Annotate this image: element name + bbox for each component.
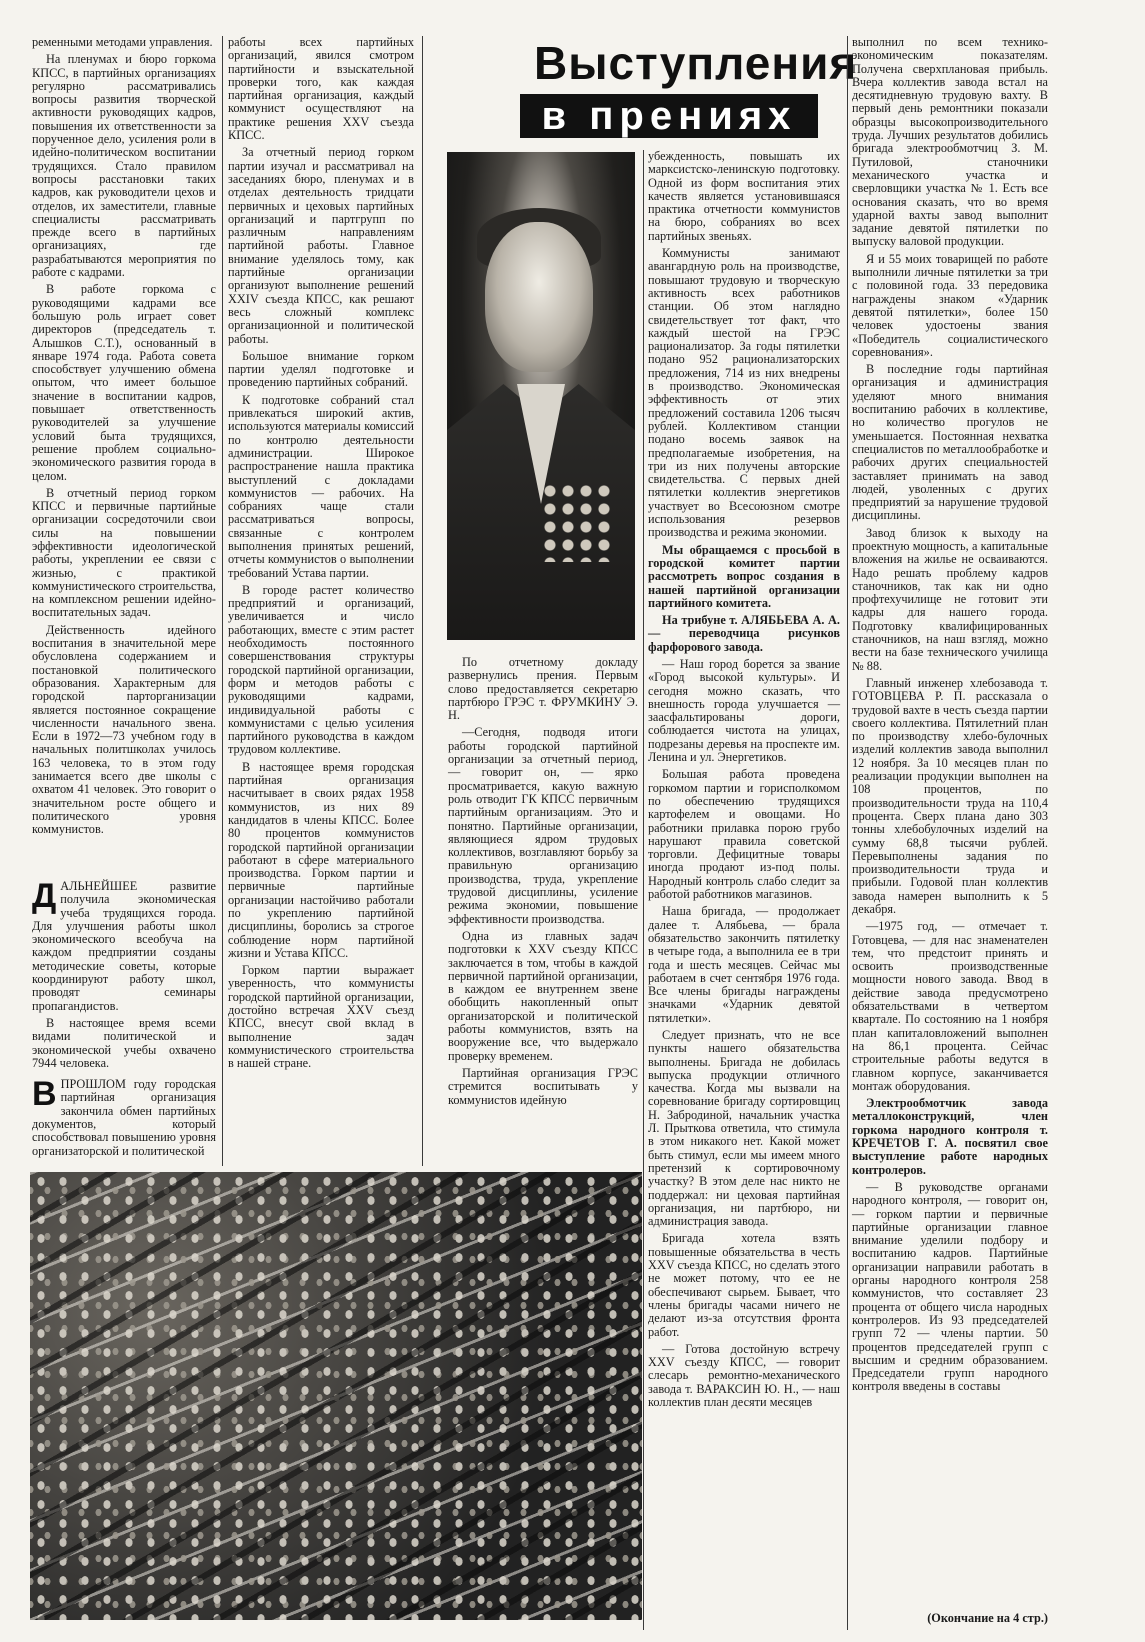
column-rule xyxy=(847,36,848,1630)
paragraph: Партийная организация ГРЭС стремится воспитывать у коммунистов идейную xyxy=(448,1065,638,1107)
paragraph: На трибуне т. АЛЯБЬЕВА А. А. — переводчица рисунков фарфорового завода. xyxy=(648,613,840,654)
drop-cap: Д xyxy=(32,877,57,915)
paragraph: На пленумах и бюро горкома КПСС, в партийных организациях регулярно рассматривались вопросы развития творческой активности руководящих кадров, повышения их ответственности за порученное дело, усиления роли в идейно-политическом воспитании трудящихся. Стало правилом вопросы расстановки таких кадров, как руководители цехов и отделов, их заместители, главные специалисты рассматривать прежде всего в партийных организациях, где разрабатываются мероприятия по работе с кадрами. xyxy=(32,52,216,280)
paragraph: —Сегодня, подводя итоги работы городской партийной организации за отчетный период, — говорит он, — ярко просматривается, какую важную роль отводит ГК КПСС первичным партийным организациям. Это и понятно. Партийные организации, являющиеся ядром трудовых коллективов, возглавляют борьбу за правильную организацию производства, труда, укрепление трудовой дисциплины, усиление режима экономии, повышение эффективности производства. xyxy=(448,725,638,926)
paragraph: — В руководстве органами народного контроля, — говорит он, — горком партии и первичные партийные организации главное внимание уделили подбору и воспитанию кадров. Партийные организации направили работать в органы народного контроля 258 коммунистов, что составляет 23 процента от общего числа народных контролеров. Из 93 председателей групп 72 — члены партии. 50 процентов председателей групп с высшим и средним образованием. Председатели групп народного контроля введены в составы xyxy=(852,1179,1048,1394)
column-2 xyxy=(228,36,414,1166)
photo-detail xyxy=(485,222,593,372)
headline xyxy=(520,36,858,140)
paragraph: Одна из главных задач подготовки к XXV съезду КПСС заключается в том, чтобы в каждой первичной партийной организации, в каждом ее внутреннем звене обобщить накопленный опыт организаторской и политической работы коммунистов, взять на вооружение все, что выдержало проверку временем. xyxy=(448,928,638,1063)
paragraph: —1975 год, — отмечает т. Готовцева, — для нас знаменателен тем, что предстоит принять и освоить производственные мощности нового завода. Ввод в действие завода предусмотрено обязательствами в четвертом квартале. По состоянию на 1 ноября план капиталовложений выполнен на 86,1 процента. Сейчас строительные работы ведутся в главном корпусе, заканчивается монтаж оборудования. xyxy=(852,919,1048,1093)
paragraph: Бригада хотела взять повышенные обязательства в честь XXV съезда КПСС, но сделать этого не может потому, что ее не обеспечивают сырьем. Бывает, что члены бригады часами ничего не делают из-за отсутствия фронта работ. xyxy=(648,1231,840,1339)
paragraph: Я и 55 моих товарищей по работе выполнили личные пятилетки за три с половиной года. 33 передовика награждены знаком «Ударник девятой пятилетки», более 150 человек удостоены звания «Победитель социалистического соревнования». xyxy=(852,251,1048,359)
paragraph: Завод близок к выходу на проектную мощность, а капитальные вложения на жилье не осваиваются. Надо решать проблему кадров станочников, так как ни одно профтехучилище не готовит эти кадры для нашего города. Подготовку квалифицированных станочников, на наш взгляд, можно вести на базе технического училища № 88. xyxy=(852,525,1048,673)
photo-detail xyxy=(541,482,611,562)
paragraph: В отчетный период горком КПСС и первичные партийные организации сосредоточили свои силы на повышении эффективности идеологической работы, укреплении ее связи с жизнью, с практикой коммунистического строительства, на комплексном решении идейно-воспитательных задач. xyxy=(32,485,216,620)
paragraph-dropcap xyxy=(32,1075,216,1158)
continuation-note: (Окончание на 4 стр.) xyxy=(927,1611,1048,1625)
column-4 xyxy=(648,150,840,1630)
paragraph: ременными методами управления. xyxy=(32,35,213,49)
paragraph: За отчетный период горком партии изучал и рассматривал на заседаниях бюро, пленумах и в отделах деятельность тридцати первичных и цеховых партийных организаций и партгрупп по различным направлениям партийной работы. Главное внимание уделялось тому, как партийные организации организуют выполнение решений XXIV съезда КПСС, как решают весь сложный комплекс организационной и политической работы. xyxy=(228,145,414,346)
paragraph-dropcap xyxy=(32,877,216,1013)
paragraph: Наша бригада, — продолжает далее т. Алябьева, — брала обязательство закончить пятилетку в четыре года, а выполнила ее в три года и шесть месяцев. Сейчас мы работаем в счет сентября 1976 года. Все члены бригады награждены значками «Ударник девятой пятилетки». xyxy=(648,904,840,1025)
column-1 xyxy=(32,35,216,837)
paragraph: Большое внимание горком партии уделял подготовке и проведению партийных собраний. xyxy=(228,348,414,390)
paragraph: Большая работа проведена горкомом партии и горисполкомом по обеспечению трудящихся картофелем и овощами. Но работники прилавка порою грубо нарушают правила советской торговли. Дефицитные товары иногда продают из-под полы. Народный контроль слабо следит за работой работников магазинов. xyxy=(648,767,840,902)
paragraph: К подготовке собраний стал привлекаться широкий актив, используются материалы комиссий по контролю деятельности администрации. Широкое распространение нашла практика выступлений с докладами коммунистов — рабочих. На собраниях чаще стали рассматриваться вопросы, связанные с контролем выполнения принятых решений, отчеты коммунистов о выполнении требований Устава партии. xyxy=(228,392,414,580)
column-3 xyxy=(448,656,638,1168)
column-rule xyxy=(643,150,644,1630)
paragraph: Главный инженер хлебозавода т. ГОТОВЦЕВА Р. П. рассказала о трудовой вахте в честь съезда партии своего коллектива. Пятилетний план по производству хлебо-булочных изделий коллектив завода выполнил 12 ноября. За 10 месяцев план по реализации продукции выполнен на 108 процентов, по производительности труда на 110,4 процента. Сверх плана дано 303 тонны хлебобулочных изделий на сумму 68,8 тысячи рублей. Перевыполнены задания по производительности труда и прибыли. Годовой план коллектив завода намерен выполнить к 5 декабря. xyxy=(852,675,1048,916)
column-rule xyxy=(422,36,423,1166)
column-1-lower xyxy=(32,877,216,1170)
paragraph: В городе растет количество предприятий и организаций, увеличивается и число работающих, вместе с этим растет необходимость постоянного совершенствования структуры городской партийной организации, форм и методов работы с руководящими кадрами, индивидуальной работы с коммунистами с целью усиления партийного руководства в каждом трудовом коллективе. xyxy=(228,582,414,757)
paragraph: Мы обращаемся с просьбой в городской комитет партии рассмотреть вопрос создания в нашей партийной организации партийного комитета. xyxy=(648,542,840,610)
headline-line-1: Выступления xyxy=(534,37,858,89)
speaker-portrait-photo xyxy=(447,152,635,640)
paragraph: работы всех партийных организаций, явился смотром партийности и взыскательной проверки того, как каждая партийная организация, каждый коммунист осуществляют на практике решения XXV съезда КПСС. xyxy=(228,35,414,143)
paragraph: Коммунисты занимают авангардную роль на производстве, повышают трудовую и творческую активность всех работников станции. Об этом наглядно свидетельствует тот факт, что каждый шестой на ГРЭС рационализатор. За годы пятилетки подано 952 рационализаторских предложения, 714 из них внедрены в производство. Экономическая эффективность от этих предложений составила 1206 тысяч рублей. Коллективом станции подано восемь заявок на предполагаемые изобретения, на три из них получены авторские свидетельства. С первых дней пятилетки коллектив энергетиков участвует во Всесоюзном смотре использования резервов производства и режима экономии. xyxy=(648,246,840,540)
drop-cap: В xyxy=(32,1075,57,1114)
paragraph: По отчетному докладу развернулись прения. Первым слово предоставляется секретарю партбюро ГРЭС т. ФРУМКИНУ Э. Н. xyxy=(448,655,638,723)
paragraph: Действенность идейного воспитания в значительной мере обусловлена содержанием и постановкой политического образования. Характерным для городской парторганизации является постоянное сокращение численности начального звена. Если в 1972—73 учебном году в начальных политшколах училось 163 человека, то в этом году занимается всего две школы с охватом 41 человек. Это говорит о значительном росте общего и политического уровня коммунистов. xyxy=(32,622,216,837)
paragraph: В последние годы партийная организация и администрация уделяют много внимания воспитанию рабочих в коллективе, но количество прогулов не уменьшается. Постоянная нехватка специалистов по металлообработке и рабочих других специальностей заставляет принимать на завод людей, уволенных с других предприятий за нарушение трудовой дисциплины. xyxy=(852,362,1048,523)
paragraph: — Готова достойную встречу XXV съезду КПСС, — говорит слесарь ремонтно-механического завода т. ВАРАКСИН Ю. Н., — наш коллектив план десяти месяцев xyxy=(648,1341,840,1410)
column-5 xyxy=(852,36,1048,1608)
paragraph: выполнил по всем технико-экономическим показателям. Получена сверхплановая прибыль. Вчера коллектив завода встал на десятидневную трудовую вахту. В первый день ремонтники показали образцы высокопроизводительного труда. Лучших результатов добились бригада электрообмотчиц З. М. Путиловой, станочники механического участка и сверловщики участка № 1. Есть все основания сказать, что во время ударной вахты завод выполнит задание девятой пятилетки по выпуску валовой продукции. xyxy=(852,35,1048,249)
column-rule xyxy=(222,36,223,1166)
paragraph: Горком партии выражает уверенность, что коммунисты городской партийной организации, достойно встречая XXV съезд КПСС, внесут свой вклад в выполнение задач коммунистического строительства в нашей стране. xyxy=(228,963,414,1071)
paragraph: В работе горкома с руководящими кадрами все большую роль играет совет директоров (председатель т. Алышков С.Т.), основанный в январе 1974 года. Работа совета способствует улучшению обмена опытом, что имеет большое значение в воспитании кадров, повышает ответственность руководителей за улучшение условий быта трудящихся, решение проблем социально-экономического развития города в целом. xyxy=(32,282,216,483)
paragraph: — Наш город борется за звание «Город высокой культуры». И сегодня можно сказать, что внешность города улучшается — заасфальтированы дороги, соблюдается чистота на улицах, подрезаны деревья на проспекте им. Ленина и ул. Энергетиков. xyxy=(648,656,840,765)
headline-line-2: в прениях xyxy=(520,94,818,138)
paragraph-text: АЛЬНЕЙШЕЕ развитие получила экономическая учеба трудящихся города. Для улучшения работы школ экономического всеобуча на каждом предприятии созданы методические советы, которые координируют работу школ, проводят семинары пропагандистов. xyxy=(32,879,216,1013)
paragraph-text: ПРОШЛОМ году городская партийная организация закончила обмен партийных документов, который способствовал повышению уровня организаторской и политической xyxy=(32,1077,216,1158)
paragraph: убежденность, повышать их марксистско-ленинскую подготовку. Одной из форм воспитания этих качеств является установившаяся практика отчетности коммунистов на бюро, собраниях во всех партийных звеньях. xyxy=(648,149,840,243)
paragraph: В настоящее время всеми видами политической и экономической учебы охвачено 7944 человека. xyxy=(32,1015,216,1070)
paragraph: В настоящее время городская партийная организация насчитывает в своих рядах 1958 коммунистов, из них 89 кандидатов в члены КПСС. Более 80 процентов коммунистов городской партийной организации работают в сфере материального производства. Горком партии и первичные партийные организации настойчиво работали по укреплению партийной дисциплины, боролись за строгое соблюдение норм партийной жизни и Устава КПСС. xyxy=(228,759,414,960)
conference-hall-photo xyxy=(30,1172,642,1620)
paragraph: Электрообмотчик завода металлоконструкций, член горкома народного контроля т. КРЕЧЕТОВ Г. А. посвятил свое выступление работе народных контролеров. xyxy=(852,1096,1048,1177)
photo-detail xyxy=(30,1172,642,1620)
paragraph: Следует признать, что не все пункты нашего обязательства выполнены. Бригада не добилась выпуска продукции отличного качества. Когда мы вызвали на соревнование бригаду сортировщиц Н. Забродиной, начальник участка Л. Прыткова ответила, что стимула в этом никакого нет. Какой может быть стимул, если мы имеем много претензий к сортировочному участку? В этом деле нас никто не поддержал: ни цеховая партийная организация, ни партбюро, ни администрация завода. xyxy=(648,1028,840,1229)
